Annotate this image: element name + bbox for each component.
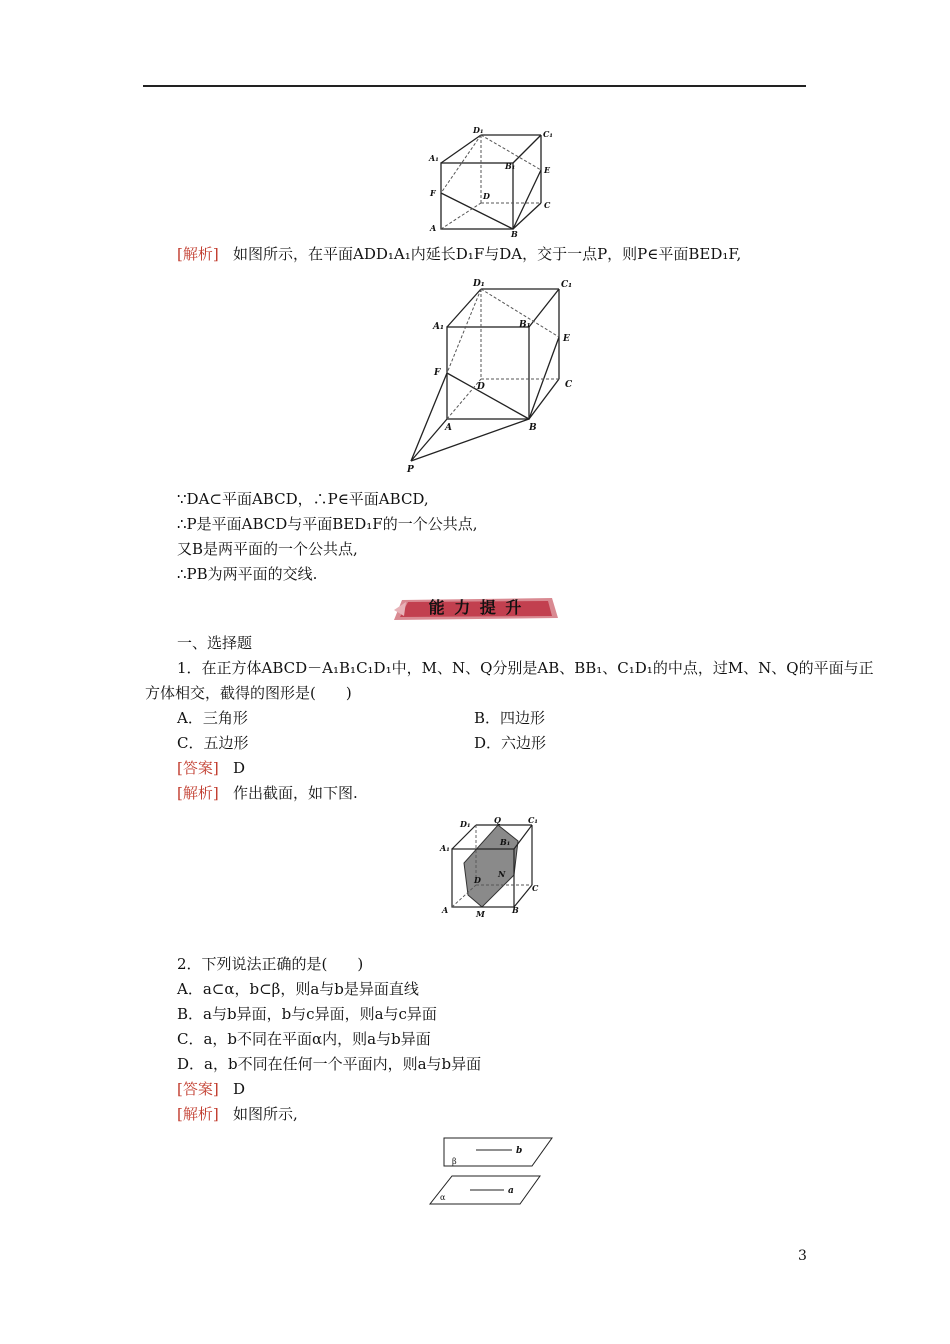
q2-answer xyxy=(177,1079,245,1099)
q1-stem-2: 方体相交，截得的图形是( ) xyxy=(145,684,352,702)
label-C1: C₁ xyxy=(543,129,553,139)
label-A: A xyxy=(445,423,452,433)
label-D1: D₁ xyxy=(473,279,485,289)
figure-cube-1 xyxy=(425,125,555,237)
q1-solution xyxy=(177,783,358,803)
solution-text: 如图所示，在平面ADD₁A₁内延长D₁F与DA，交于一点P，则P∈平面BED₁F, xyxy=(233,245,742,263)
label-alpha: α xyxy=(440,1193,446,1202)
proof-line-2: ∴P是平面ABCD与平面BED₁F的一个公共点, xyxy=(177,515,478,533)
q2-stem: 2．下列说法正确的是( ) xyxy=(177,955,364,973)
label-C: C xyxy=(565,380,573,390)
label-F: F xyxy=(434,368,441,378)
label-D: D xyxy=(474,875,481,885)
label-D1: D₁ xyxy=(473,125,484,135)
figure-planes xyxy=(428,1134,556,1208)
label-Q: Q xyxy=(494,815,501,825)
figure-cube-2 xyxy=(405,275,585,475)
label-B1: B₁ xyxy=(505,161,516,171)
label-B: B xyxy=(511,229,518,237)
q1-answer xyxy=(177,758,245,778)
label-D1: D₁ xyxy=(460,819,471,829)
label-P: P xyxy=(407,465,414,475)
answer-value: D xyxy=(233,1080,246,1098)
q1-option-a: A．三角形 xyxy=(177,709,248,727)
answer-tag: [答案] xyxy=(177,1080,219,1098)
label-C1: C₁ xyxy=(561,280,573,290)
label-A: A xyxy=(442,905,449,915)
label-B: B xyxy=(512,905,519,915)
label-E: E xyxy=(563,334,570,344)
label-A1: A₁ xyxy=(429,153,439,163)
header-rule xyxy=(143,85,806,87)
solution-text: 作出截面，如下图. xyxy=(233,784,358,802)
label-C: C xyxy=(532,883,539,893)
q1-option-b: B．四边形 xyxy=(474,709,546,727)
section-banner xyxy=(392,596,560,622)
label-F: F xyxy=(430,188,436,198)
label-C1: C₁ xyxy=(528,815,538,825)
label-C: C xyxy=(544,200,551,210)
label-a: a xyxy=(508,1186,514,1196)
banner-title: 能 力 提 升 xyxy=(428,598,524,617)
label-B1: B₁ xyxy=(519,320,531,330)
answer-value: D xyxy=(233,759,246,777)
q2-option-a: A．a⊂α，b⊂β，则a与b是异面直线 xyxy=(177,980,419,998)
q2-solution xyxy=(177,1104,298,1124)
q2-option-b: B．a与b异面，b与c异面，则a与c异面 xyxy=(177,1005,437,1023)
label-b: b xyxy=(516,1146,523,1156)
q1-option-d: D．六边形 xyxy=(474,734,547,752)
label-beta: β xyxy=(452,1157,457,1166)
label-M: M xyxy=(476,909,485,919)
q1-option-c: C．五边形 xyxy=(177,734,249,752)
solution-text: 如图所示, xyxy=(233,1105,298,1123)
label-D: D xyxy=(483,191,490,201)
solution-tag: [解析] xyxy=(177,245,219,263)
q2-option-c: C．a，b不同在平面α内，则a与b异面 xyxy=(177,1030,431,1048)
label-A1: A₁ xyxy=(433,322,444,332)
answer-tag: [答案] xyxy=(177,759,219,777)
label-B: B xyxy=(529,423,537,433)
solution-1-line xyxy=(177,244,741,264)
label-A1: A₁ xyxy=(440,843,450,853)
page-number: 3 xyxy=(798,1248,807,1264)
section-heading: 一、选择题 xyxy=(177,634,253,652)
q2-option-d: D．a，b不同在任何一个平面内，则a与b异面 xyxy=(177,1055,482,1073)
q1-stem-1: 1．在正方体ABCD－A₁B₁C₁D₁中，M、N、Q分别是AB、BB₁、C₁D₁的中点，过M、N、Q的平面与正 xyxy=(177,659,874,677)
label-D: D xyxy=(477,382,485,392)
solution-tag: [解析] xyxy=(177,784,219,802)
solution-tag: [解析] xyxy=(177,1105,219,1123)
proof-line-4: ∴PB为两平面的交线. xyxy=(177,565,318,583)
label-N: N xyxy=(498,869,506,879)
label-E: E xyxy=(544,165,551,175)
label-B1: B₁ xyxy=(500,837,511,847)
proof-line-3: 又B是两平面的一个公共点, xyxy=(177,540,358,558)
proof-line-1: ∵DA⊂平面ABCD，∴P∈平面ABCD, xyxy=(177,490,429,508)
label-A: A xyxy=(430,223,437,233)
figure-cube-section xyxy=(438,815,546,923)
